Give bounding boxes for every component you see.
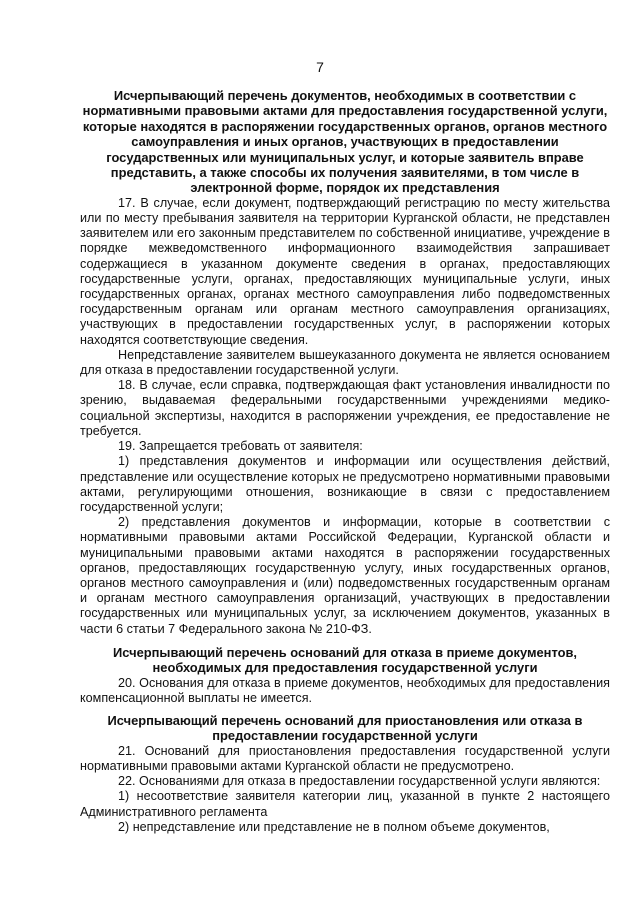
section-heading: Исчерпывающий перечень оснований для приостановления или отказа в предоставлении государственной услуги xyxy=(107,713,583,744)
paragraph-22-item-2: 2) непредставление или представление не в полном объеме документов, xyxy=(118,819,550,834)
paragraph-17: 17. В случае, если документ, подтверждающий регистрацию по месту жительства или по месту пребывания заявителя на территории Курганской области, не представлен заявителем или его законным представителем по собственной инициативе, учреждение в порядке межведомственного информационного взаимодействия запрашивает содержащиеся в указанном документе сведения в органах, предоставляющих государственные услуги, органах, предоставляющих муниципальные услуги, иных государственных органах, органах местного самоуправления либо подведомственных государственным органам или органам местного самоуправления организациях, участвующих в предоставлении государственных услуг, в распоряжении которых находятся соответствующие сведения. xyxy=(80,195,610,347)
paragraph-19: 19. Запрещается требовать от заявителя: xyxy=(118,439,363,454)
paragraph-20: 20. Основания для отказа в приеме документов, необходимых для предоставления компенсационной выплаты не имеется. xyxy=(80,675,610,706)
section-documents xyxy=(80,88,610,637)
paragraph-18: 18. В случае, если справка, подтверждающая факт установления инвалидности по зрению, выдаваемая федеральными государственными учреждениями медико-социальной экспертизы, находится в распоряжении учреждения, ее предоставление не требуется. xyxy=(80,378,610,438)
paragraph-22-item-1: 1) несоответствие заявителя категории лиц, указанной в пункте 2 настоящего Административного регламента xyxy=(80,789,610,819)
section-heading: Исчерпывающий перечень оснований для отказа в приеме документов, необходимых для предоставления государственной услуги xyxy=(113,645,577,676)
section-refusal-acceptance xyxy=(80,645,610,706)
section-suspension-refusal xyxy=(80,713,610,835)
paragraph-19-item-2: 2) представления документов и информации, которые в соответствии с нормативными правовыми актами Российской Федерации, Курганской области и муниципальными правовыми актами находятся в распоряжении государственных органов, предоставляющих государственную услугу, иных государственных органов, органов местного самоуправления и (или) подведомственных государственным органам и органам местного самоуправления организаций, участвующих в предоставлении государственных или муниципальных услуг, за исключением документов, указанных в части 6 статьи 7 Федерального закона № 210-ФЗ. xyxy=(80,515,610,636)
section-heading: Исчерпывающий перечень документов, необходимых в соответствии с нормативными правовыми актами для предоставления государственной услуги, которые находятся в распоряжении государственных органов, органов местного самоуправления и иных органов, участвующих в предоставлении государственных или муниципальных услуг, и которые заявитель вправе представить, а также способы их получения заявителями, в том числе в электронной форме, порядок их представления xyxy=(82,88,608,196)
paragraph-non-submission: Непредставление заявителем вышеуказанного документа не является основанием для отказа в предоставлении государственной услуги. xyxy=(80,347,610,378)
paragraph-22: 22. Основаниями для отказа в предоставлении государственной услуги являются: xyxy=(118,774,601,789)
paragraph-21: 21. Оснований для приостановления предоставления государственной услуги нормативными правовыми актами Курганской области не предусмотрено. xyxy=(80,743,610,774)
page-number: 7 xyxy=(316,59,324,75)
paragraph-19-item-1: 1) представления документов и информации или осуществления действий, представление или осуществление которых не предусмотрено нормативными правовыми актами, регулирующими отношения, возникающие в связи с предоставлением государственной услуги; xyxy=(80,454,610,514)
